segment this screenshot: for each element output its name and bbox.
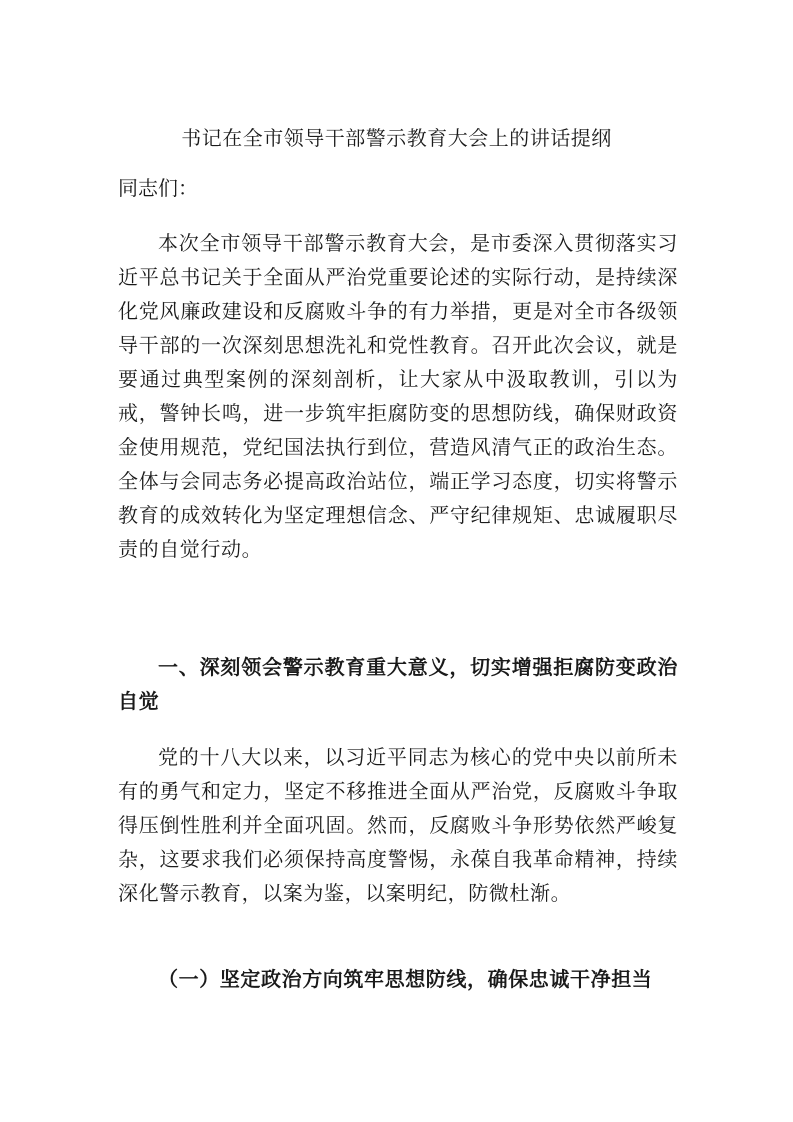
intro-paragraph: 本次全市领导干部警示教育大会，是市委深入贯彻落实习近平总书记关于全面从严治党重要论述的实际行动，是持续深化党风廉政建设和反腐败斗争的有力举措，更是对全市各级领导干部的一次深刻思想洗礼和党性教育。召开此次会议，就是要通过典型案例的深刻剖析，让大家从中汲取教训，引以为戒，警钟长鸣，进一步筑牢拒腐防变的思想防线，确保财政资金使用规范，党纪国法执行到位，营造风清气正的政治生态。全体与会同志务必提高政治站位，端正学习态度，切实将警示教育的成效转化为坚定理想信念、严守纪律规矩、忠诚履职尽责的自觉行动。 <box>118 231 678 561</box>
section-1-paragraph: 党的十八大以来，以习近平同志为核心的党中央以前所未有的勇气和定力，坚定不移推进全面从严治党，反腐败斗争取得压倒性胜利并全面巩固。然而，反腐败斗争形势依然严峻复杂，这要求我们必须保持高度警惕，永葆自我革命精神，持续深化警示教育，以案为鉴，以案明纪，防微杜渐。 <box>118 745 678 905</box>
salutation: 同志们： <box>118 176 198 200</box>
subsection-1-heading: （一）坚定政治方向筑牢思想防线，确保忠诚干净担当 <box>158 967 653 991</box>
section-1-heading: 一、深刻领会警示教育重大意义，切实增强拒腐防变政治自觉 <box>118 655 678 713</box>
document-title: 书记在全市领导干部警示教育大会上的讲话提纲 <box>181 126 612 150</box>
